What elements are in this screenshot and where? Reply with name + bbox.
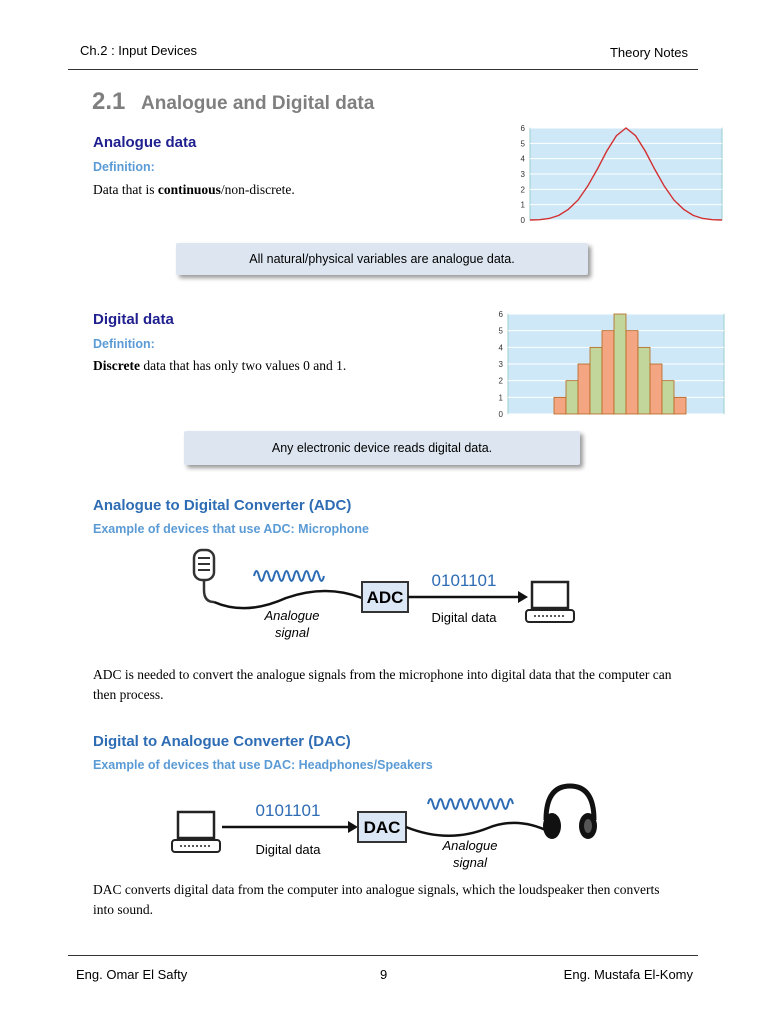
- y-tick-label: 3: [520, 170, 525, 179]
- bar: [650, 364, 662, 414]
- adc-digital-label: Digital data: [431, 610, 497, 625]
- adc-example: Example of devices that use ADC: Microphone: [93, 522, 369, 536]
- header-rule: [68, 69, 698, 70]
- y-tick-label: 2: [498, 376, 503, 386]
- section-title: Analogue and Digital data: [141, 93, 375, 114]
- adc-box-label: ADC: [366, 588, 404, 607]
- header-notes-type: Theory Notes: [609, 45, 688, 60]
- bar: [590, 347, 602, 414]
- headphones-icon: [543, 786, 597, 839]
- y-tick-label: 5: [520, 139, 525, 149]
- bar: [638, 347, 650, 414]
- dac-heading: Digital to Analogue Converter (DAC): [93, 733, 351, 750]
- adc-diagram: [186, 546, 582, 648]
- dac-paragraph: DAC converts digital data from the computer into analogue signals, which the loudspeaker then converts into sound.: [93, 882, 660, 917]
- y-tick-label: 5: [498, 326, 503, 336]
- adc-paragraph: ADC is needed to convert the analogue signals from the microphone into digital data that the computer can then process.: [93, 667, 672, 702]
- y-tick-label: 6: [498, 310, 503, 319]
- dac-digital-label: Digital data: [255, 842, 321, 857]
- footer-rule: [68, 955, 698, 956]
- y-tick-label: 3: [498, 360, 503, 369]
- laptop-icon: [526, 582, 574, 622]
- digital-bar-chart: [486, 306, 726, 420]
- analogue-definition-label: Definition:: [93, 160, 155, 174]
- section-number: 2.1: [92, 88, 126, 115]
- analogue-definition-text: Data that is continuous/non-discrete.: [93, 182, 295, 197]
- dac-analogue-label-1: Analogue: [442, 838, 498, 853]
- footer-author-left: Eng. Omar El Safty: [76, 967, 188, 982]
- microphone-icon: [194, 550, 214, 602]
- bar: [602, 331, 614, 414]
- bar: [626, 331, 638, 414]
- bar: [674, 397, 686, 414]
- adc-analogue-label-2: signal: [275, 625, 309, 640]
- adc-binary: 0101101: [431, 571, 497, 590]
- dac-example: Example of devices that use DAC: Headphones/Speakers: [93, 758, 433, 772]
- analogue-callout: All natural/physical variables are analogue data.: [176, 243, 588, 275]
- analogue-line-chart: [508, 120, 724, 228]
- digital-definition-text: Discrete data that has only two values 0 and 1.: [93, 358, 347, 373]
- analogue-wave-icon: [428, 799, 513, 809]
- dac-diagram: [168, 782, 600, 878]
- dac-analogue-label-2: signal: [453, 855, 487, 870]
- analogue-wave-icon: [254, 571, 324, 581]
- adc-analogue-label-1: Analogue: [264, 608, 320, 623]
- y-tick-label: 1: [520, 200, 525, 210]
- analogue-heading: Analogue data: [93, 134, 197, 151]
- y-tick-label: 6: [520, 124, 525, 133]
- y-tick-label: 2: [520, 185, 525, 195]
- digital-definition-label: Definition:: [93, 337, 155, 351]
- bar: [554, 397, 566, 414]
- digital-heading: Digital data: [93, 311, 174, 328]
- dac-binary: 0101101: [255, 801, 321, 820]
- bar: [662, 381, 674, 414]
- digital-callout: Any electronic device reads digital data.: [184, 431, 580, 465]
- dac-box-label: DAC: [363, 818, 401, 837]
- y-tick-label: 0: [498, 410, 503, 419]
- y-tick-label: 4: [498, 343, 503, 353]
- y-tick-label: 4: [520, 154, 525, 164]
- y-tick-label: 1: [498, 393, 503, 403]
- bar: [578, 364, 590, 414]
- y-tick-label: 0: [520, 216, 525, 225]
- footer-author-right: Eng. Mustafa El-Komy: [563, 967, 693, 982]
- bar: [614, 314, 626, 414]
- laptop-icon: [172, 812, 220, 852]
- page-number: 9: [380, 967, 388, 982]
- bar: [566, 381, 578, 414]
- adc-heading: Analogue to Digital Converter (ADC): [93, 497, 352, 514]
- header-chapter: Ch.2 : Input Devices: [80, 43, 198, 58]
